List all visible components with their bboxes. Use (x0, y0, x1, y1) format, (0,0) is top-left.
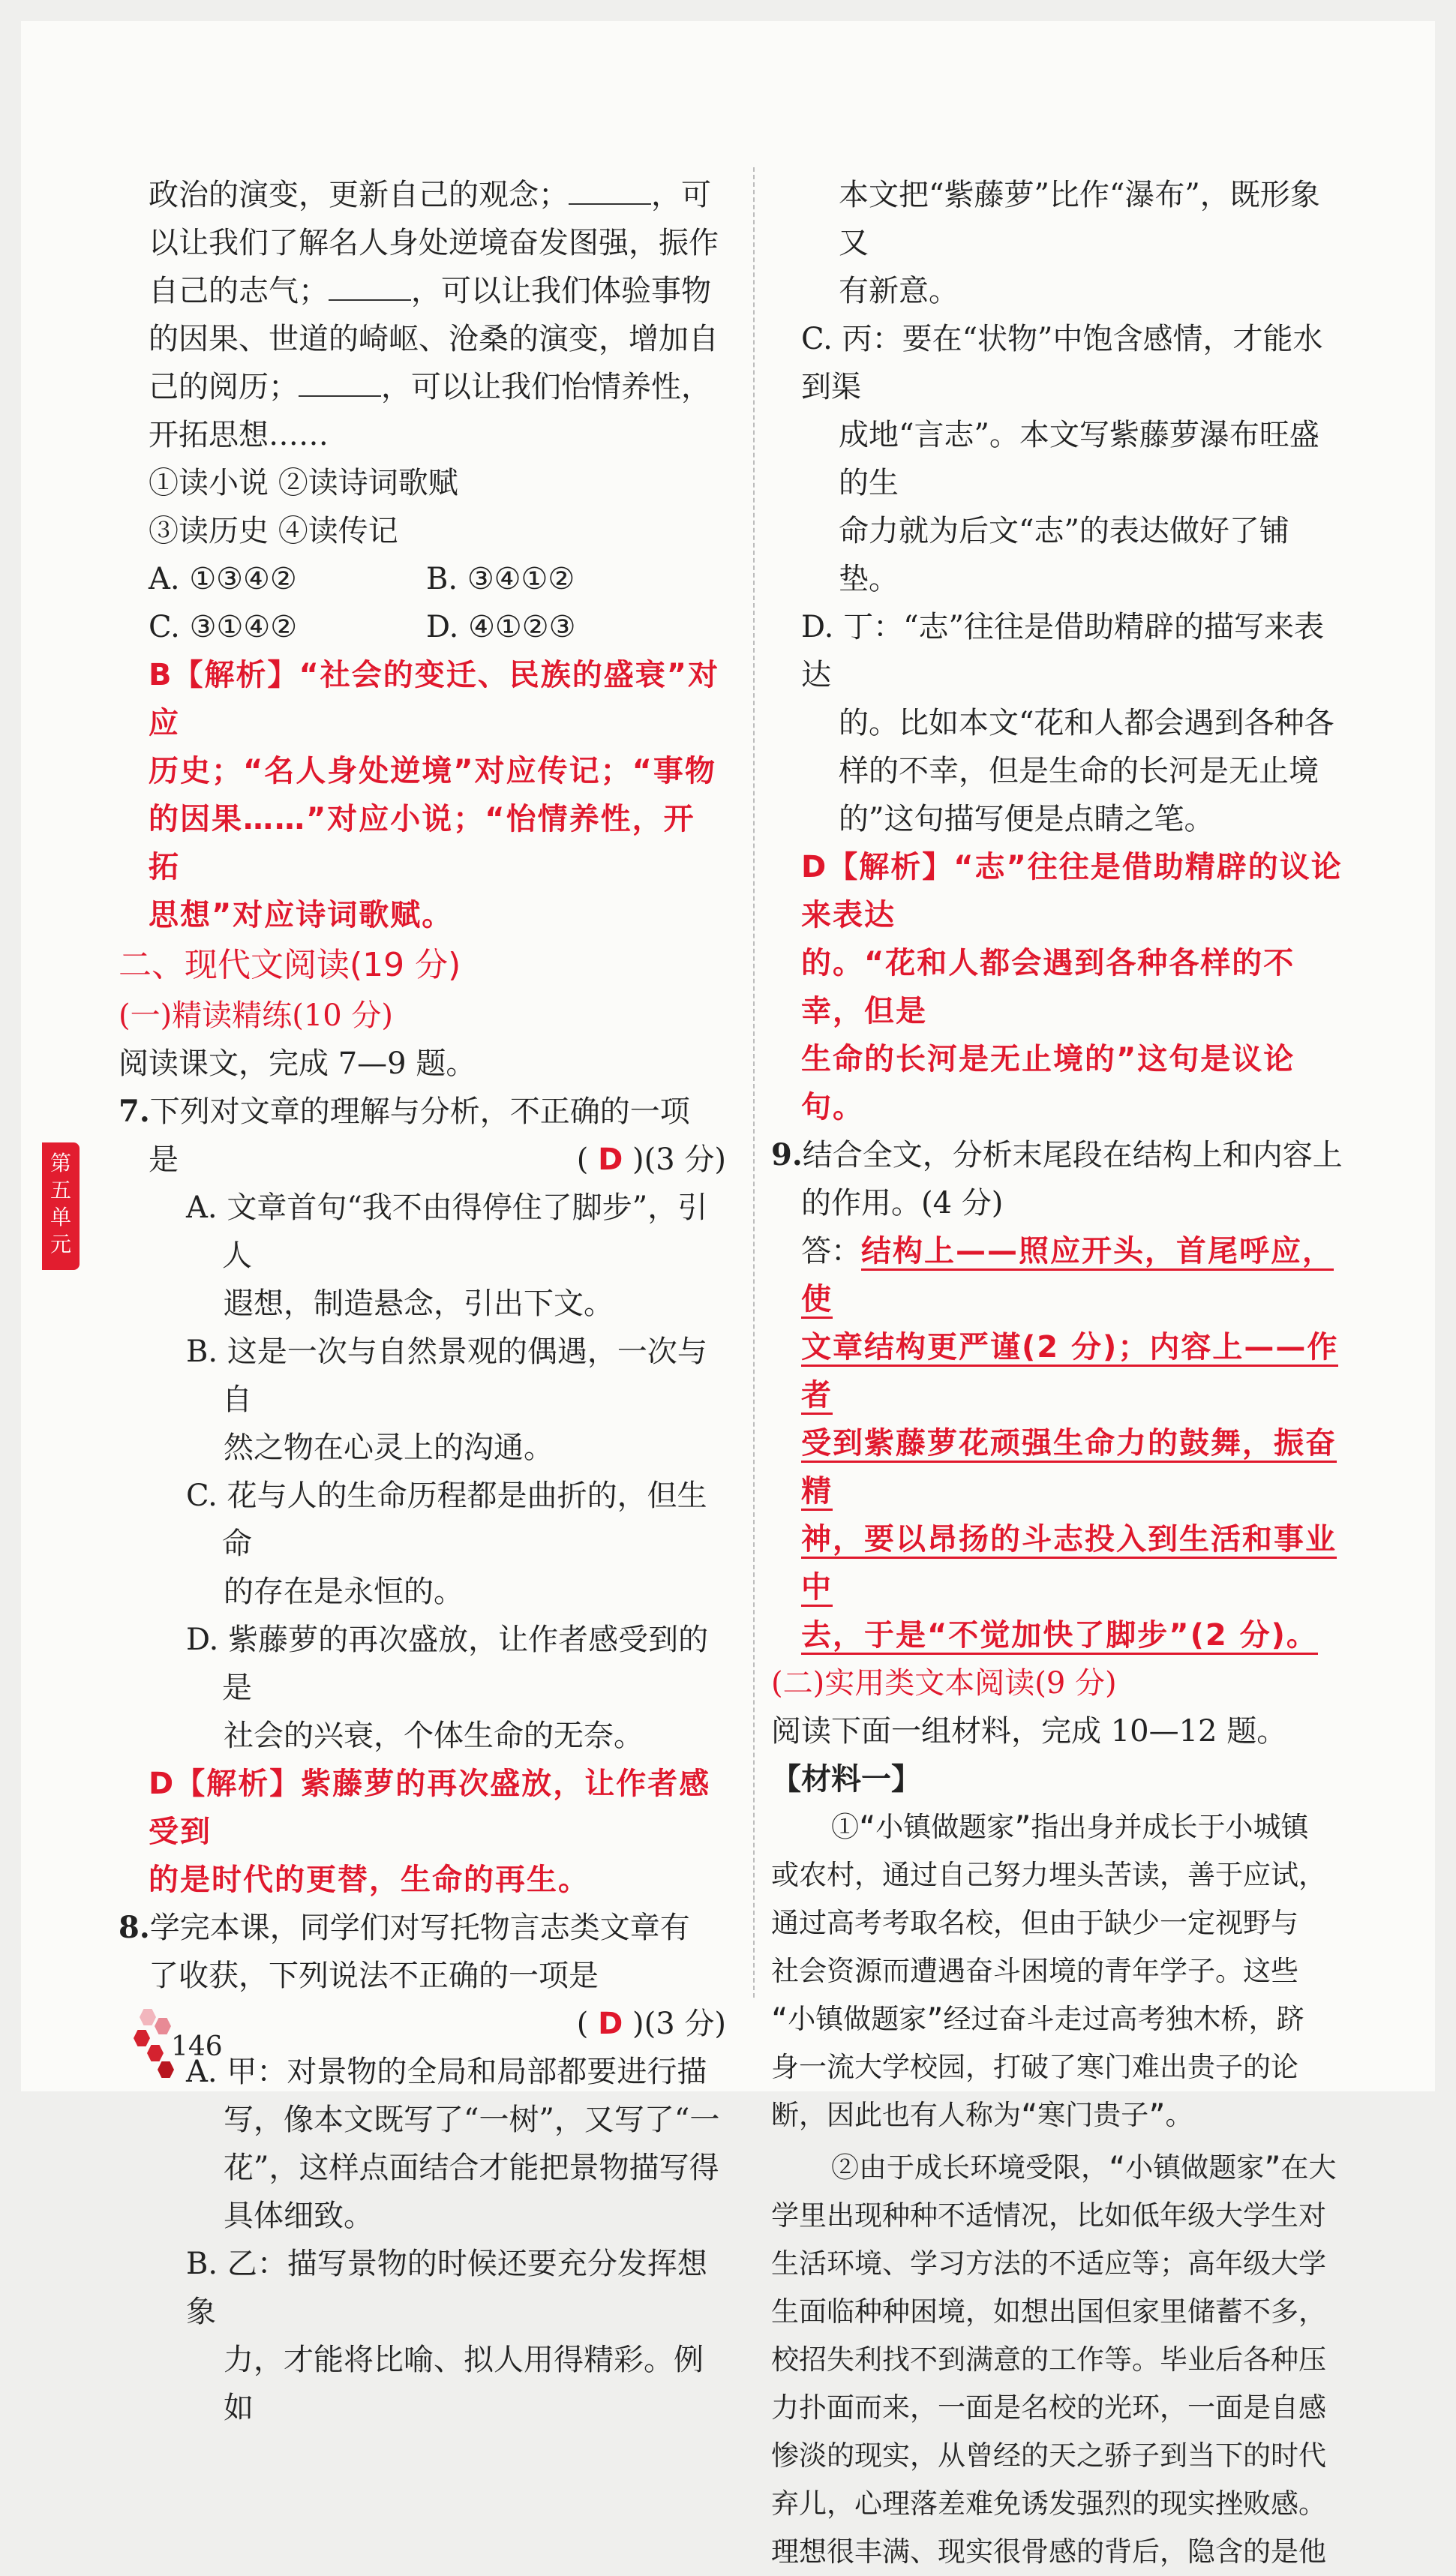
intro-line: 开拓思想…… (149, 418, 329, 452)
left-column (119, 171, 726, 2432)
option-a: A. ①③④② (149, 562, 297, 596)
instruction: 阅读下面一组材料，完成 10—12 题。 (771, 1714, 1287, 1749)
subsection-title: (二)实用类文本阅读(9 分) (771, 1666, 1117, 1701)
item-list: ③读历史 ④读传记 (149, 514, 398, 548)
option: D. 紫藤萝的再次盛放，让作者感受到的是 社会的兴衰，个体生命的无奈。 (186, 1623, 709, 1753)
question-number: 8. (119, 1910, 150, 1945)
blank (569, 176, 651, 205)
page (21, 21, 1435, 2568)
intro-line: 的因果、世道的崎岖、沧桑的演变，增加自 (149, 322, 719, 356)
q7-analysis: D【解析】紫藤萝的再次盛放，让作者感受到 的是时代的更替，生命的再生。 (149, 1767, 711, 1897)
option-d: D. ④①②③ (426, 610, 576, 644)
option: B. 这是一次与自然景观的偶遇，一次与自 然之物在心灵上的沟通。 (186, 1335, 707, 1465)
question-8: 8.学完本课，同学们对写托物言志类文章有 了收获，下列说法不正确的一项是 ( D )(3 分) A. 甲：对景物的全局和局部都要进行描 写，像本文既写了“一树”，又写了“一 花”，这样点面结合才能把景物描写得 具体细致。 B. 乙：描写景物的时候还要充分发挥想象 力，才能将比喻、拟人用得精彩。例如 (149, 1904, 726, 2432)
subsection-title: (一)精读精练(10 分) (119, 998, 394, 1033)
option: A. 文章首句“我不由得停住了脚步”，引人 遐想，制造悬念，引出下文。 (186, 1190, 708, 1321)
answer: D (598, 1142, 623, 1177)
column-divider (753, 167, 755, 1998)
option-b: B. ③④①② (426, 562, 575, 596)
q6-analysis: B【解析】“社会的变迁、民族的盛衰”对应 历史；“名人身处逆境”对应传记；“事物 的因果……”对应小说；“怡情养性，开拓 思想”对应诗词歌赋。 (149, 658, 720, 932)
material-paragraph-2: ②由于成长环境受限，“小镇做题家”在大 学里出现种种不适情况，比如低年级大学生对 生活环境、学习方法的不适应等；高年级大学 生面临种种困境，如想出国但家里储蓄不多， 校招失利找不到满意的工作等。毕业后各种压 力扑面而来，一面是名校的光环，一面是自感 惨淡的现实，从曾经的天之骄子到当下的时代 弃儿，心理落差难免诱发强烈的现实挫败感。 理想很丰满、现实很骨感的背后，隐含的是他 (771, 2151, 1337, 2568)
item-list: ①读小说 ②读诗词歌赋 (149, 466, 458, 500)
option: D. 丁：“志”往往是借助精辟的描写来表达 的。比如本文“花和人都会遇到各种各 样的不幸，但是生命的长河是无止境 的”这句描写便是点睛之笔。 (801, 610, 1334, 836)
option: C. 花与人的生命历程都是曲折的，但生命 的存在是永恒的。 (186, 1479, 707, 1609)
blank (299, 368, 381, 397)
answer: D (598, 2007, 623, 2041)
question-number: 7. (119, 1094, 150, 1129)
option: A. 甲：对景物的全局和局部都要进行描 写，像本文既写了“一树”，又写了“一 花”，这样点面结合才能把景物描写得 具体细致。 (186, 2055, 720, 2233)
question-9: 9.结合全文，分析末尾段在结构上和内容上 的作用。(4 分) 答：结构上——照应开头，首尾呼应，使 文章结构更严谨(2 分)；内容上——作者 受到紫藤萝花顽强生命力的鼓舞，振奋精 神，要以昂扬的斗志投入到生活和事业中 去，于是“不觉加快了脚步”(2 分)。 (771, 1131, 1349, 1659)
intro-line: 己的阅历； ，可以让我们怡情养性， (149, 370, 711, 404)
option-row (149, 603, 726, 651)
q9-answer: 答：结构上——照应开头，首尾呼应，使 文章结构更严谨(2 分)；内容上——作者 受到紫藤萝花顽强生命力的鼓舞，振奋精 神，要以昂扬的斗志投入到生活和事业中 去，于是“不觉加快了脚步”(2 分)。 (771, 1227, 1349, 1659)
right-column (771, 171, 1349, 2576)
intro-line: 政治的演变，更新自己的观念； ，可 (149, 178, 711, 212)
intro-line: 以让我们了解名人身处逆境奋发图强，振作 (149, 226, 719, 260)
option: C. 丙：要在“状物”中饱含感情，才能水到渠 成地“言志”。本文写紫藤萝瀑布旺盛的生 命力就为后文“志”的表达做好了铺垫。 (801, 322, 1323, 596)
section-title: 二、现代文阅读(19 分) (119, 946, 461, 984)
intro-line: 自己的志气； ，可以让我们体验事物 (149, 274, 711, 308)
material-label: 【材料一】 (771, 1762, 921, 1797)
option: B. 乙：描写景物的时候还要充分发挥想象 力，才能将比喻、拟人用得精彩。例如 (186, 2247, 707, 2425)
question-7: 7.下列对文章的理解与分析，不正确的一项 是 ( D )(3 分) A. 文章首句“我不由得停住了脚步”，引人 遐想，制造悬念，引出下文。 B. 这是一次与自然景观的偶遇，一次与自 然之物在心灵上的沟通。 C. 花与人的生命历程都是曲折的，但生命 的存在是永恒的。 D. 紫藤萝的再次盛放，让作者感受到的是 社会的兴衰，个体生命的无奈。 D【解析】紫藤萝的再次盛放，让作者感受到 的是时代的更替，生命的再生。 (149, 1088, 726, 1904)
q8-analysis: D【解析】“志”往往是借助精辟的议论来表达 的。“花和人都会遇到各种各样的不幸，但是 生命的长河是无止境的”这句是议论句。 (801, 850, 1343, 1124)
option-row (149, 555, 726, 603)
question-number: 9. (771, 1137, 803, 1172)
unit-tab: 第五单元 (42, 1142, 80, 1270)
blank (329, 272, 411, 301)
material-paragraph-1: ①“小镇做题家”指出身并成长于小城镇 或农村，通过自己努力埋头苦读，善于应试， 通过高考考取名校，但由于缺少一定视野与 社会资源而遭遇奋斗困境的青年学子。这些 “小镇做题家”经过奋斗走过高考独木桥，跻 身一流大学校园，打破了寒门难出贵子的论 断，因此也有人称为“寒门贵子”。 (771, 1811, 1326, 2131)
instruction: 阅读课文，完成 7—9 题。 (119, 1046, 476, 1081)
page-number: 146 (171, 2031, 223, 2062)
option-cont: 本文把“紫藤萝”比作“瀑布”，既形象又 有新意。 (839, 178, 1320, 308)
option-c: C. ③①④② (149, 610, 298, 644)
hex-decoration (134, 2030, 150, 2046)
